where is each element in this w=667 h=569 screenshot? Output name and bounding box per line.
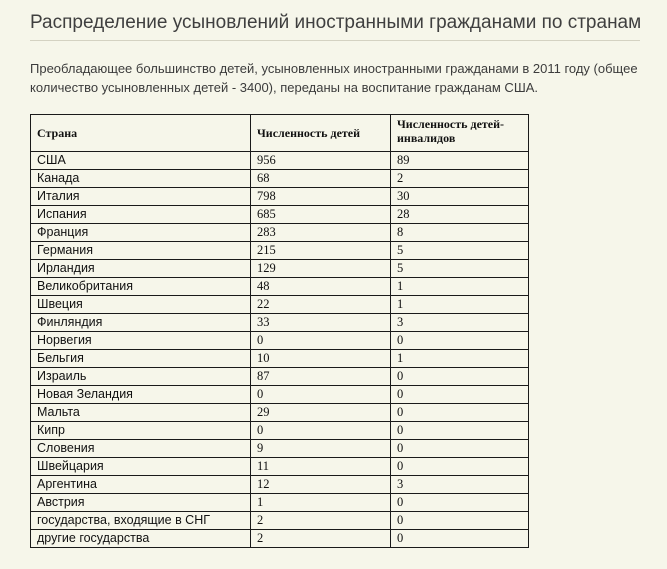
children-count-cell: 9 <box>251 440 391 458</box>
children-count-cell: 2 <box>251 512 391 530</box>
country-cell: Словения <box>31 440 251 458</box>
country-cell: Кипр <box>31 422 251 440</box>
children-count-cell: 0 <box>251 422 391 440</box>
country-cell: Великобритания <box>31 278 251 296</box>
children-count-cell: 48 <box>251 278 391 296</box>
table-row <box>31 242 529 260</box>
table-row <box>31 494 529 512</box>
table-row <box>31 278 529 296</box>
table-row <box>31 206 529 224</box>
disabled-count-cell: 30 <box>391 188 529 206</box>
table-row <box>31 152 529 170</box>
disabled-count-cell: 1 <box>391 296 529 314</box>
children-count-cell: 283 <box>251 224 391 242</box>
page-title: Распределение усыновлений иностранными гражданами по странам <box>30 12 642 33</box>
header-country: Страна <box>31 115 251 152</box>
disabled-count-cell: 0 <box>391 332 529 350</box>
children-count-cell: 1 <box>251 494 391 512</box>
children-count-cell: 798 <box>251 188 391 206</box>
children-count-cell: 129 <box>251 260 391 278</box>
table-row <box>31 422 529 440</box>
table-row <box>31 188 529 206</box>
header-disabled-children: Численность детей-инвалидов <box>391 115 529 152</box>
disabled-count-cell: 0 <box>391 422 529 440</box>
children-count-cell: 10 <box>251 350 391 368</box>
children-count-cell: 12 <box>251 476 391 494</box>
disabled-count-cell: 89 <box>391 152 529 170</box>
children-count-cell: 215 <box>251 242 391 260</box>
children-count-cell: 87 <box>251 368 391 386</box>
country-cell: государства, входящие в СНГ <box>31 512 251 530</box>
table-body <box>31 152 529 548</box>
country-cell: Новая Зеландия <box>31 386 251 404</box>
table-row <box>31 386 529 404</box>
country-cell: Австрия <box>31 494 251 512</box>
disabled-count-cell: 0 <box>391 404 529 422</box>
country-cell: Швейцария <box>31 458 251 476</box>
country-cell: Испания <box>31 206 251 224</box>
table-row <box>31 224 529 242</box>
disabled-count-cell: 28 <box>391 206 529 224</box>
country-cell: Италия <box>31 188 251 206</box>
country-cell: Германия <box>31 242 251 260</box>
table-row <box>31 476 529 494</box>
table-row <box>31 530 529 548</box>
table-row <box>31 512 529 530</box>
table-row <box>31 458 529 476</box>
disabled-count-cell: 1 <box>391 350 529 368</box>
country-cell: Ирландия <box>31 260 251 278</box>
disabled-count-cell: 1 <box>391 278 529 296</box>
children-count-cell: 11 <box>251 458 391 476</box>
header-children: Численность детей <box>251 115 391 152</box>
disabled-count-cell: 0 <box>391 494 529 512</box>
children-count-cell: 0 <box>251 332 391 350</box>
table-row <box>31 296 529 314</box>
country-cell: Аргентина <box>31 476 251 494</box>
country-cell: другие государства <box>31 530 251 548</box>
adoption-table <box>30 114 529 548</box>
disabled-count-cell: 2 <box>391 170 529 188</box>
children-count-cell: 68 <box>251 170 391 188</box>
country-cell: Финляндия <box>31 314 251 332</box>
table-row <box>31 440 529 458</box>
children-count-cell: 33 <box>251 314 391 332</box>
disabled-count-cell: 3 <box>391 314 529 332</box>
country-cell: Израиль <box>31 368 251 386</box>
disabled-count-cell: 0 <box>391 512 529 530</box>
disabled-count-cell: 0 <box>391 368 529 386</box>
disabled-count-cell: 3 <box>391 476 529 494</box>
country-cell: Бельгия <box>31 350 251 368</box>
children-count-cell: 2 <box>251 530 391 548</box>
intro-paragraph: Преобладающее большинство детей, усыновленных иностранными гражданами в 2011 году (общее количество усыновленных детей - 3400), переданы на воспитание гражданам США. <box>30 61 638 95</box>
table-row <box>31 314 529 332</box>
country-cell: Швеция <box>31 296 251 314</box>
table-row <box>31 368 529 386</box>
country-cell: Мальта <box>31 404 251 422</box>
disabled-count-cell: 0 <box>391 440 529 458</box>
title-divider <box>30 40 640 41</box>
children-count-cell: 29 <box>251 404 391 422</box>
disabled-count-cell: 0 <box>391 458 529 476</box>
children-count-cell: 956 <box>251 152 391 170</box>
children-count-cell: 0 <box>251 386 391 404</box>
country-cell: Франция <box>31 224 251 242</box>
children-count-cell: 22 <box>251 296 391 314</box>
disabled-count-cell: 0 <box>391 530 529 548</box>
disabled-count-cell: 5 <box>391 242 529 260</box>
table-row <box>31 332 529 350</box>
disabled-count-cell: 8 <box>391 224 529 242</box>
disabled-count-cell: 5 <box>391 260 529 278</box>
country-cell: Норвегия <box>31 332 251 350</box>
table-header-row <box>31 115 529 152</box>
disabled-count-cell: 0 <box>391 386 529 404</box>
table-row <box>31 350 529 368</box>
table-row <box>31 260 529 278</box>
country-cell: США <box>31 152 251 170</box>
table-row <box>31 170 529 188</box>
children-count-cell: 685 <box>251 206 391 224</box>
table-row <box>31 404 529 422</box>
country-cell: Канада <box>31 170 251 188</box>
